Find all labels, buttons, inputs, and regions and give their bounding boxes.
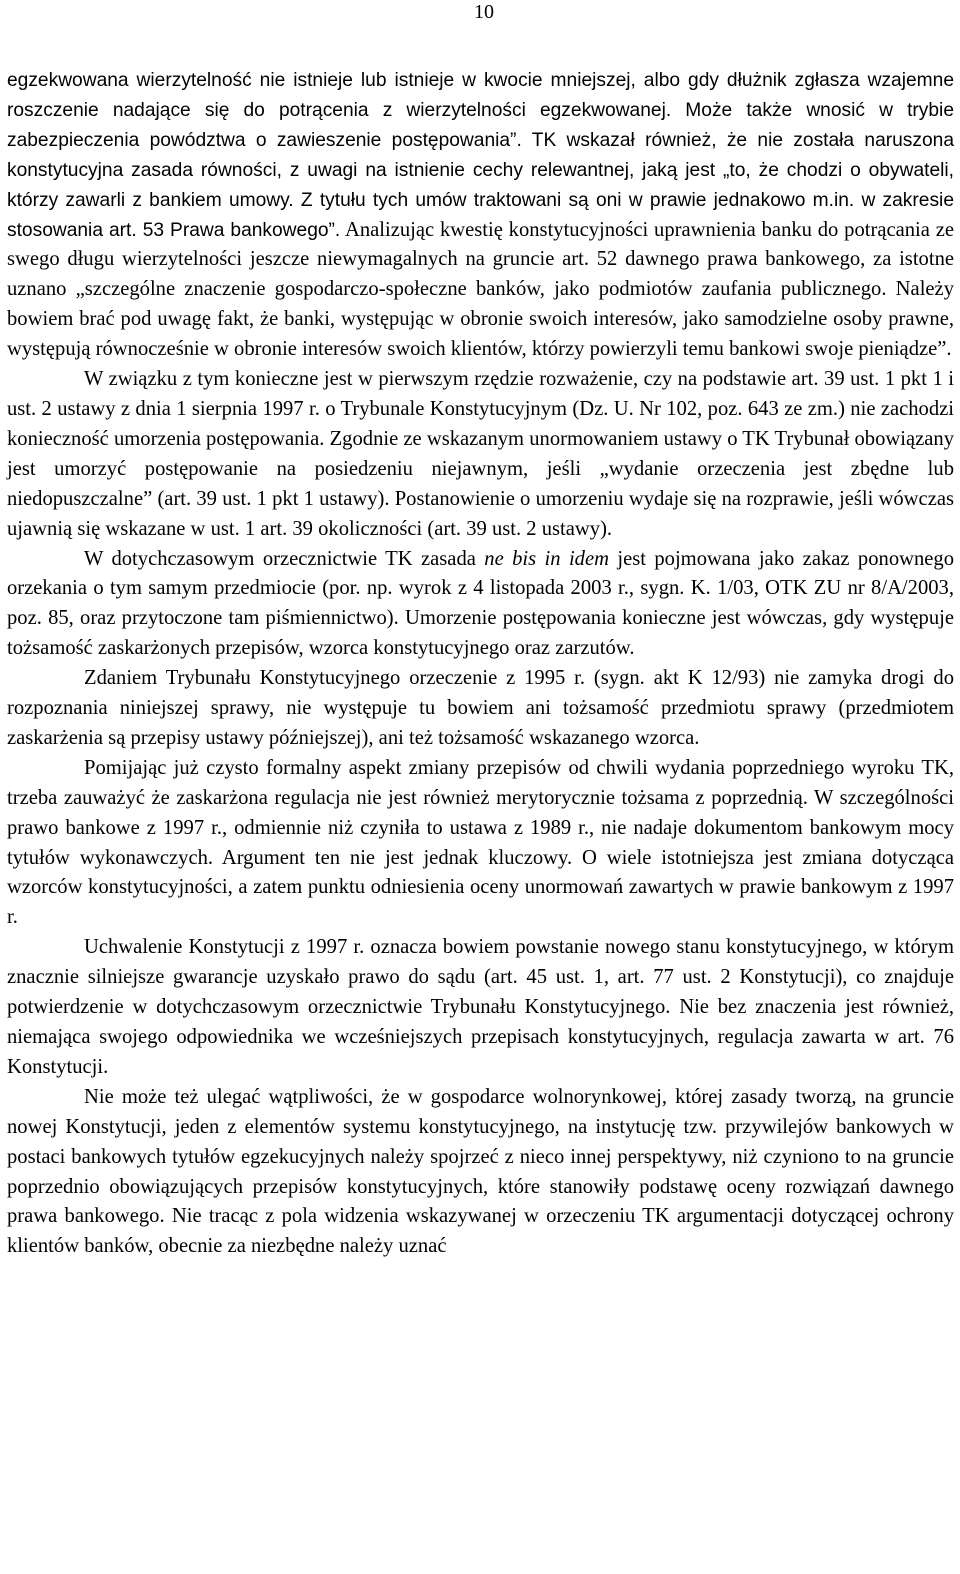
page-body [7,66,954,1262]
paragraph-5: Pomijając już czysto formalny aspekt zmiany przepisów od chwili wydania poprzedniego wyroku TK, trzeba zauważyć że zaskarżona regulacja nie jest również merytorycznie tożsama z poprzednią. W szczególności prawo bankowe z 1997 r., odmiennie niż czyniła to ustawa z 1989 r., nie nadaje dokumentom bankowym mocy tytułów wykonawczych. Argument ten nie jest jednak kluczowy. O wiele istotniejsza jest zmiana dotycząca wzorców konstytucyjności, a zatem punktu odniesienia oceny unormowań zawartych w prawie bankowym z 1997 r. [7,756,954,929]
paragraph-3 [7,545,954,665]
paragraph-3-after: jest pojmowana jako zakaz ponownego orzekania o tym samym przedmiocie (por. np. wyrok z 4 listopada 2003 r., sygn. K. 1/03, OTK ZU nr 8/A/2003, poz. 85, oraz przytoczone tam piśmiennictwo). Umorzenie postępowania konieczne jest wówczas, gdy występuje tożsamość zaskarżonych przepisów, wzorca konstytucyjnego oraz zarzutów. [7,547,955,660]
paragraph-7: Nie może też ulegać wątpliwości, że w gospodarce wolnorynkowej, której zasady tworzą, na gruncie nowej Konstytucji, jeden z elementów systemu konstytucyjnego, na instytucję tzw. przywilejów bankowych w postaci bankowych tytułów egzekucyjnych należy spojrzeć z nieco innej perspektywy, niż czyniono to na gruncie poprzednio obowiązujących przepisów konstytucyjnych, które stanowiły podstawę oceny rozwiązań dawnego prawa bankowego. Nie tracąc z pola widzenia wskazywanej w orzeczeniu TK argumentacji dotyczącej ochrony klientów banków, obecnie za niezbędne należy uznać [7,1085,954,1258]
paragraph-1 [7,66,954,365]
page-number: 10 [474,1,494,23]
paragraph-2: W związku z tym konieczne jest w pierwszym rzędzie rozważenie, czy na podstawie art. 39 ust. 1 pkt 1 i ust. 2 ustawy z dnia 1 sierpnia 1997 r. o Trybunale Konstytucyjnym (Dz. U. Nr 102, poz. 643 ze zm.) nie zachodzi konieczność umorzenia postępowania. Zgodnie ze wskazanym unormowaniem ustawy o TK Trybunał obowiązany jest umorzyć postępowanie na posiedzeniu niejawnym, jeśli „wydanie orzeczenia jest zbędne lub niedopuszczalne” (art. 39 ust. 1 pkt 1 ustawy). Postanowienie o umorzeniu wydaje się na rozprawie, jeśli wówczas ujawnią się wskazane w ust. 1 art. 39 okoliczności (art. 39 ust. 2 ustawy). [7,368,954,540]
paragraph-3-latin-phrase: ne bis in idem [484,547,609,570]
paragraph-3-before: W dotychczasowym orzecznictwie TK zasada [84,547,485,570]
paragraph-1-serif-part: Analizując kwestię konstytucyjności uprawnienia banku do potrącania ze swego długu wierzytelności jeszcze niewymagalnych na gruncie art. 52 dawnego prawa bankowego, za istotne uznano „szczególne znaczenie gospodarczo-społeczne banków, jako podmiotów zaufania publicznego. Należy bowiem brać pod uwagę fakt, że banki, występując w obronie swoich interesów, jako samodzielne osoby prawne, występują równocześnie w obronie interesów swoich klientów, którzy powierzyli temu bankowi swoje pieniądze”. [7,218,955,361]
paragraph-6: Uchwalenie Konstytucji z 1997 r. oznacza bowiem powstanie nowego stanu konstytucyjnego, w którym znacznie silniejsze gwarancje uzyskało prawo do sądu (art. 45 ust. 1, art. 77 ust. 2 Konstytucji), co znajduje potwierdzenie w dotychczasowym orzecznictwie Trybunału Konstytucyjnego. Nie bez znaczenia jest również, niemająca swojego odpowiednika we wcześniejszych przepisach konstytucyjnych, regulacja zawarta w art. 76 Konstytucji. [7,936,954,1078]
paragraph-4: Zdaniem Trybunału Konstytucyjnego orzeczenie z 1995 r. (sygn. akt K 12/93) nie zamyka drogi do rozpoznania niniejszej sprawy, nie występuje tu bowiem ani tożsamość przedmiotu sprawy (przedmiotem zaskarżenia są przepisy ustawy późniejszej), ani też tożsamość wskazanego wzorca. [7,667,954,749]
paragraph-1-sans-part: egzekwowana wierzytelność nie istnieje lub istnieje w kwocie mniejszej, albo gdy dłużnik zgłasza wzajemne roszczenie nadające się do potrącenia z wierzytelności egzekwowanej. Może także wnosić w trybie zabezpieczenia powództwa o zawieszenie postępowania”. TK wskazał również, że nie została naruszona konstytucyjna zasada równości, z uwagi na istnienie cechy relewantnej, jaką jest „to, że chodzi o obywateli, którzy zawarli z bankiem umowy. Z tytułu tych umów traktowani są oni w prawie jednakowo m.in. w zakresie stosowania art. 53 Prawa bankowego”. [7,70,954,241]
